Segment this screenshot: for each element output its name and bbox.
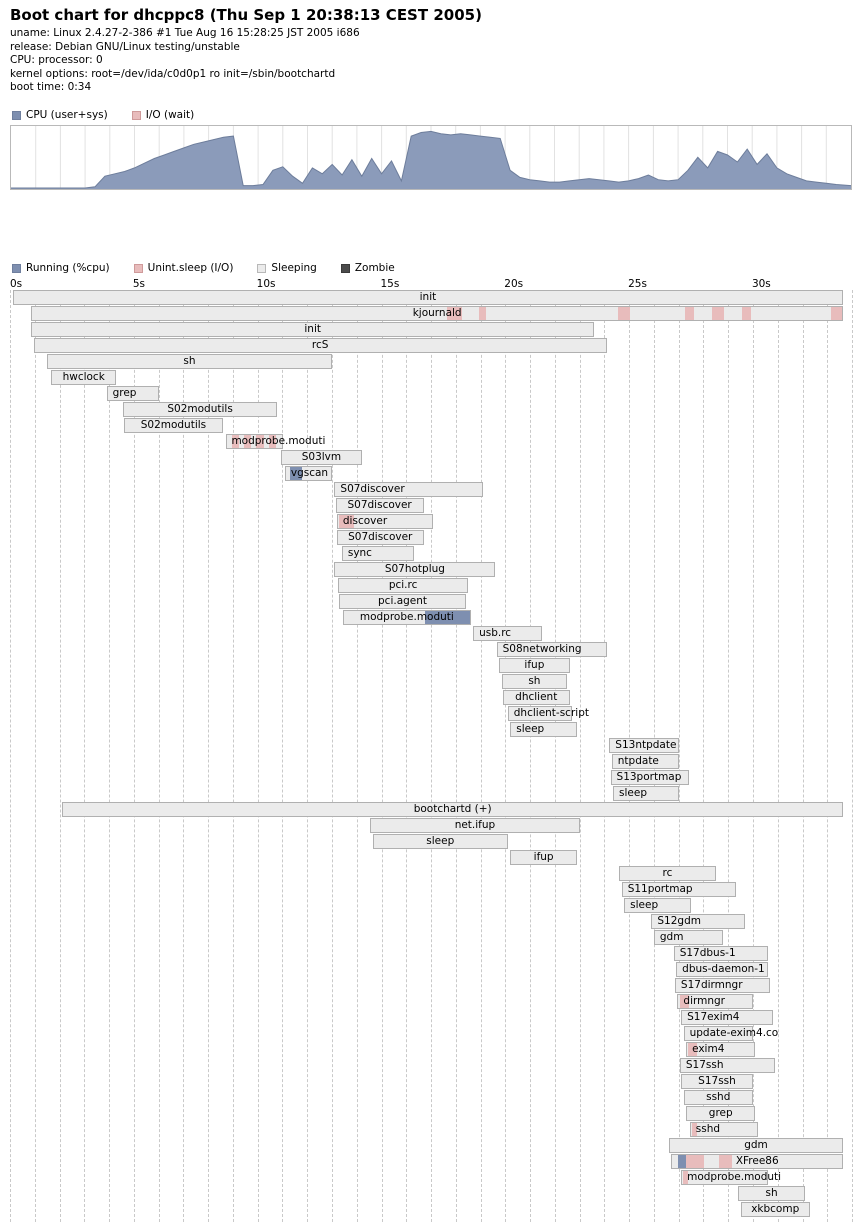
grid-line	[852, 290, 853, 1222]
legend-swatch-cpu	[12, 111, 21, 120]
process-label: init	[304, 323, 321, 335]
process-label: sh	[528, 675, 541, 687]
process-bar[interactable]	[51, 370, 117, 385]
process-bar[interactable]	[370, 818, 579, 833]
legend-swatch-cpu	[12, 264, 21, 273]
process-bar[interactable]	[334, 562, 495, 577]
process-bar[interactable]	[502, 674, 568, 689]
grid-line	[827, 290, 828, 1222]
grid-line	[679, 290, 680, 1222]
process-label: sleep	[630, 899, 659, 911]
process-label: ifup	[524, 659, 545, 671]
process-label: gdm	[744, 1139, 768, 1151]
process-label: pci.rc	[388, 579, 418, 591]
boot-time-line: boot time: 0:34	[10, 81, 92, 93]
legend-item	[341, 262, 395, 274]
process-label: ifup	[533, 851, 554, 863]
process-label: S03lvm	[301, 451, 342, 463]
process-bar[interactable]	[281, 450, 362, 465]
process-label: vgscan	[290, 467, 329, 479]
grid-line	[604, 290, 605, 1222]
process-bar[interactable]	[686, 1106, 755, 1121]
system-metadata	[10, 27, 852, 95]
process-bar[interactable]	[337, 530, 424, 545]
process-label: S17dirmngr	[680, 979, 743, 991]
grid-line	[282, 290, 283, 1222]
process-label: pci.agent	[378, 595, 428, 607]
release-line: release: Debian GNU/Linux testing/unstable	[10, 40, 240, 53]
legend-label: I/O (wait)	[145, 109, 195, 121]
process-label: discover	[342, 515, 388, 527]
legend-swatch-io	[132, 111, 141, 120]
process-bar[interactable]	[741, 1202, 810, 1217]
process-label: sh	[183, 355, 196, 367]
process-label: sshd	[706, 1091, 731, 1103]
process-label: S02modutils	[167, 403, 233, 415]
grid-line	[803, 290, 804, 1222]
process-bar[interactable]	[31, 306, 843, 321]
process-label: modprobe.moduti	[231, 435, 326, 447]
legend-swatch-sleep	[257, 264, 266, 273]
process-label: usb.rc	[479, 627, 512, 639]
process-bar[interactable]	[738, 1186, 805, 1201]
process-label: S13portmap	[616, 771, 682, 783]
grid-line	[60, 290, 61, 1222]
process-label: S11portmap	[627, 883, 693, 895]
process-bar[interactable]	[31, 322, 594, 337]
grid-line	[431, 290, 432, 1222]
grid-line	[580, 290, 581, 1222]
axis-tick-label: 5s	[132, 278, 145, 290]
legend-item	[257, 262, 316, 274]
process-label: sh	[765, 1187, 778, 1199]
process-label: sync	[347, 547, 372, 559]
process-bar[interactable]	[499, 658, 570, 673]
process-chart-legend	[12, 262, 413, 274]
process-bar[interactable]	[13, 290, 844, 305]
axis-tick-label: 0s	[10, 278, 23, 290]
process-label: dirmngr	[683, 995, 725, 1007]
grid-line	[505, 290, 506, 1222]
grid-line	[233, 290, 234, 1222]
kernel-options-line: kernel options: root=/dev/ida/c0d0p1 ro init=/sbin/bootchartd	[10, 67, 336, 80]
page-title: Boot chart for dhcppc8 (Thu Sep 1 20:38:13 CEST 2005)	[10, 6, 482, 24]
grid-line	[35, 290, 36, 1222]
process-bar[interactable]	[124, 418, 223, 433]
process-label: sshd	[695, 1123, 721, 1135]
legend-item	[12, 262, 110, 274]
legend-swatch-io	[134, 264, 143, 273]
process-label: dhclient	[515, 691, 558, 703]
process-label: rcS	[311, 339, 329, 351]
process-label: grep	[708, 1107, 733, 1119]
chart-header	[10, 6, 852, 95]
process-label: update-exim4.co	[689, 1027, 779, 1039]
process-label: S07hotplug	[384, 563, 445, 575]
process-label: init	[419, 291, 437, 303]
process-bar[interactable]	[62, 802, 843, 817]
process-label: modprobe.moduti	[359, 611, 454, 623]
cpu-line: CPU: processor: 0	[10, 54, 103, 66]
grid-line	[307, 290, 308, 1222]
grid-line	[481, 290, 482, 1222]
process-label: grep	[112, 387, 137, 399]
legend-label: Sleeping	[271, 262, 317, 274]
grid-line	[332, 290, 333, 1222]
process-bar[interactable]	[669, 1138, 844, 1153]
process-label: ntpdate	[617, 755, 659, 767]
process-bar[interactable]	[671, 1154, 843, 1169]
legend-item	[134, 262, 234, 274]
process-bar[interactable]	[510, 850, 577, 865]
process-label: S07discover	[347, 499, 412, 511]
process-label: exim4	[692, 1043, 725, 1055]
cpu-area	[11, 131, 851, 189]
legend-item	[12, 109, 108, 121]
grid-line	[555, 290, 556, 1222]
process-bar[interactable]	[619, 866, 716, 881]
process-label: S17exim4	[687, 1011, 740, 1023]
process-label: S07discover	[340, 483, 405, 495]
process-label: modprobe.moduti	[687, 1171, 782, 1183]
process-label: rc	[662, 867, 673, 879]
grid-line	[357, 290, 358, 1222]
cpu-io-graph	[10, 125, 852, 190]
process-bar[interactable]	[343, 610, 471, 625]
process-bar[interactable]	[373, 834, 508, 849]
process-label: S17ssh	[685, 1059, 724, 1071]
process-label: sleep	[426, 835, 455, 847]
grid-line	[530, 290, 531, 1222]
axis-tick-label: 25s	[628, 278, 647, 290]
grid-line	[109, 290, 110, 1222]
process-label: S02modutils	[140, 419, 207, 431]
grid-line	[456, 290, 457, 1222]
process-label: xkbcomp	[751, 1203, 800, 1215]
process-label: sleep	[619, 787, 647, 799]
process-bar[interactable]	[338, 578, 468, 593]
process-bar[interactable]	[681, 1074, 753, 1089]
axis-tick-label: 20s	[504, 278, 524, 290]
legend-item	[132, 109, 195, 121]
process-label: sleep	[516, 723, 545, 735]
process-bar[interactable]	[47, 354, 332, 369]
legend-label: Zombie	[354, 262, 395, 274]
process-label: S17ssh	[698, 1075, 736, 1087]
legend-swatch-zombie	[341, 264, 350, 273]
process-bar[interactable]	[336, 498, 424, 513]
process-label: S08networking	[502, 643, 582, 655]
process-label: net.ifup	[454, 819, 496, 831]
legend-label: Unint.sleep (I/O)	[147, 262, 234, 274]
grid-line	[10, 290, 11, 1222]
legend-label: CPU (user+sys)	[26, 109, 108, 121]
process-label: S13ntpdate	[615, 739, 677, 751]
process-label: XFree86	[735, 1155, 779, 1167]
process-label: gdm	[659, 931, 684, 943]
process-label: kjournald	[412, 307, 462, 319]
process-bar[interactable]	[503, 690, 570, 705]
axis-tick-label: 10s	[256, 278, 276, 290]
uname-line: uname: Linux 2.4.27-2-386 #1 Tue Aug 16 15:28:25 JST 2005 i686	[10, 27, 360, 39]
process-label: S07discover	[348, 531, 413, 543]
grid-line	[84, 290, 85, 1222]
cpu-chart-legend	[12, 109, 212, 121]
grid-line	[258, 290, 259, 1222]
axis-tick-label: 30s	[751, 278, 771, 290]
grid-line	[753, 290, 754, 1222]
process-label: S17dbus-1	[679, 947, 736, 959]
grid-line	[778, 290, 779, 1222]
grid-line	[382, 290, 383, 1222]
process-label: S12gdm	[657, 915, 701, 927]
process-label: dhclient-script	[513, 707, 589, 719]
process-bar[interactable]	[34, 338, 607, 353]
process-bar[interactable]	[123, 402, 278, 417]
grid-line	[406, 290, 407, 1222]
process-timeline-chart	[10, 278, 852, 1222]
process-label: dbus-daemon-1	[682, 963, 765, 975]
process-bar[interactable]	[684, 1090, 753, 1105]
axis-tick-label: 15s	[380, 278, 400, 290]
process-label: hwclock	[62, 371, 105, 383]
process-label: bootchartd (+)	[413, 803, 492, 815]
process-bar[interactable]	[339, 594, 465, 609]
legend-label: Running (%cpu)	[26, 262, 110, 274]
